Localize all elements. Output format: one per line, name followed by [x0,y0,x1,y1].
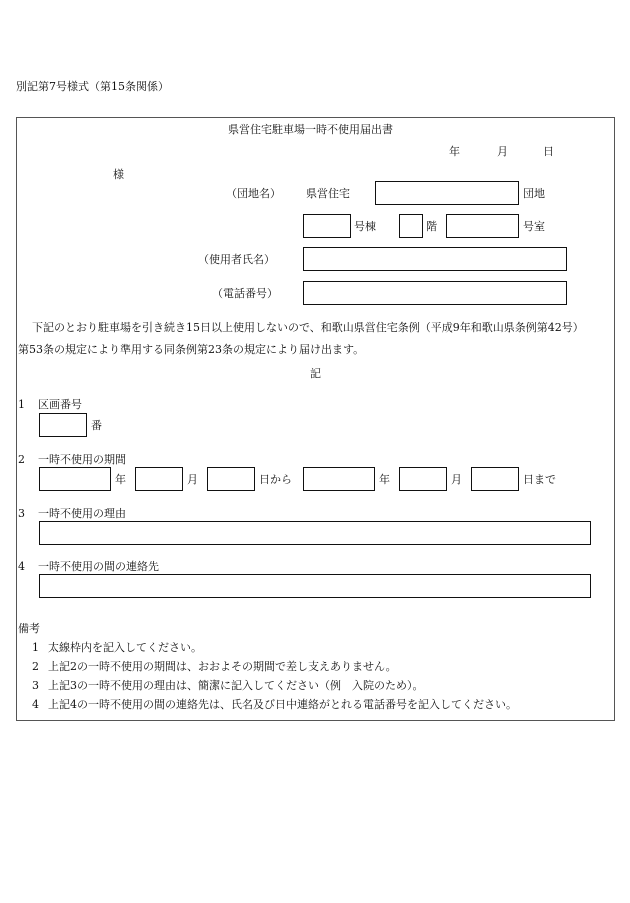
user-name-label: （使用者氏名） [198,253,275,266]
date-year-label: 年 [449,145,460,158]
date-month-label: 月 [497,145,508,158]
from-year-input[interactable] [39,467,111,491]
body-line-2: 第53条の規定により準用する同条例第23条の規定により届け出ます。 [18,343,365,356]
danchi-label: （団地名） [226,187,281,200]
floor-suffix: 階 [426,220,437,233]
item1-suffix: 番 [91,419,102,432]
to-month-input[interactable] [399,467,447,491]
to-day-input[interactable] [471,467,519,491]
item2-label: 一時不使用の期間 [38,453,126,466]
from-day-suffix: 日から [259,473,292,486]
contact-input[interactable] [39,574,591,598]
addressee-suffix: 様 [113,168,124,181]
item3-number: 3 [18,507,25,520]
danchi-suffix: 団地 [523,187,545,200]
building-suffix: 号棟 [354,220,376,233]
note-number: 4 [32,698,39,711]
item4-number: 4 [18,560,25,573]
date-day-label: 日 [543,145,554,158]
note-text: 上記2の一時不使用の期間は、おおよその期間で差し支えありません。 [48,660,397,673]
note-number: 1 [32,641,39,654]
note-number: 3 [32,679,39,692]
note-number: 2 [32,660,39,673]
note-text: 上記3の一時不使用の理由は、簡潔に記入してください（例 入院のため）。 [48,679,424,692]
from-day-input[interactable] [207,467,255,491]
reason-input[interactable] [39,521,591,545]
room-suffix: 号室 [523,220,545,233]
notes-heading: 備考 [18,622,40,635]
item4-label: 一時不使用の間の連絡先 [38,560,159,573]
phone-input[interactable] [303,281,567,305]
to-month-suffix: 月 [451,473,462,486]
form-frame [16,117,615,721]
form-number: 別記第7号様式（第15条関係） [16,80,169,93]
phone-label: （電話番号） [212,287,278,300]
item2-number: 2 [18,453,25,466]
floor-number-input[interactable] [399,214,423,238]
user-name-input[interactable] [303,247,567,271]
ki-heading: 記 [310,367,321,380]
form-title: 県営住宅駐車場一時不使用届出書 [228,123,393,136]
body-line-1: 下記のとおり駐車場を引き続き15日以上使用しないので、和歌山県営住宅条例（平成9年和歌山県条例第42号） [32,321,584,334]
to-year-suffix: 年 [379,473,390,486]
from-year-suffix: 年 [115,473,126,486]
note-text: 上記4の一時不使用の間の連絡先は、氏名及び日中連絡がとれる電話番号を記入してください。 [48,698,517,711]
to-year-input[interactable] [303,467,375,491]
from-month-suffix: 月 [187,473,198,486]
item3-label: 一時不使用の理由 [38,507,126,520]
danchi-name-input[interactable] [375,181,519,205]
item1-number: 1 [18,398,25,411]
from-month-input[interactable] [135,467,183,491]
to-day-suffix: 日まで [523,473,556,486]
building-number-input[interactable] [303,214,351,238]
danchi-prefix: 県営住宅 [306,187,350,200]
parking-space-number-input[interactable] [39,413,87,437]
item1-label: 区画番号 [38,398,82,411]
room-number-input[interactable] [446,214,519,238]
note-text: 太線枠内を記入してください。 [48,641,202,654]
